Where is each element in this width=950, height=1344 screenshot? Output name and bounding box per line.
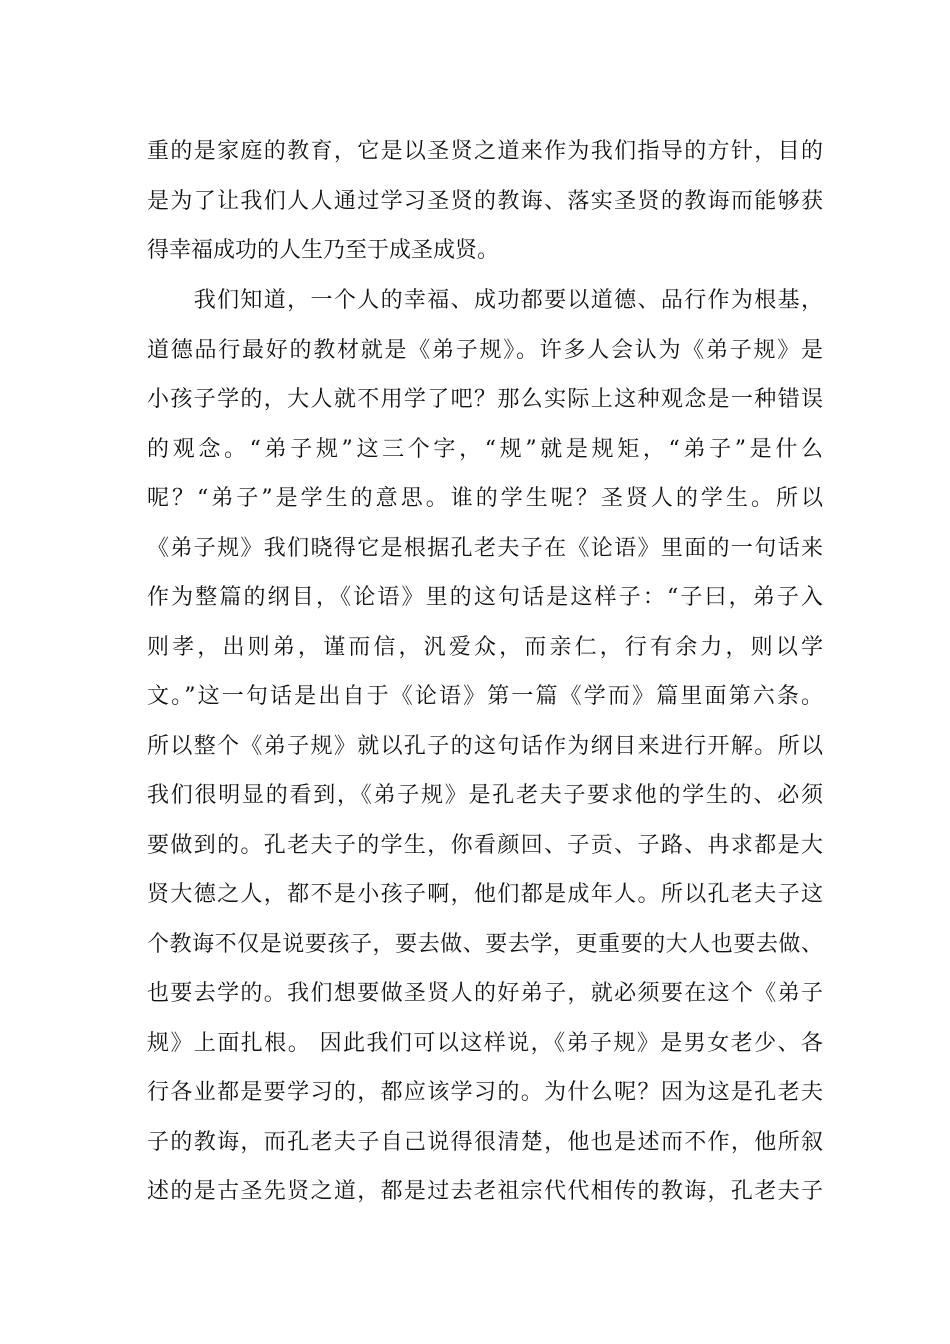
text-line: 呢？“弟子”是学生的意思。谁的学生呢？圣贤人的学生。所以 [147, 486, 823, 511]
text-line: 重的是家庭的教育，它是以圣贤之道来作为我们指导的方针，目的 [147, 139, 823, 164]
text-line: 所以整个《弟子规》就以孔子的这句话作为纲目来进行开解。所以 [147, 733, 823, 759]
text-line: 行各业都是要学习的，都应该学习的。为什么呢？因为这是孔老夫 [147, 1080, 823, 1105]
text-line: 子的教诲，而孔老夫子自己说得很清楚，他也是述而不作，他所叙 [147, 1129, 823, 1155]
text-line: 规》上面扎根。 因此我们可以这样说，《弟子规》是男女老少、各 [147, 1030, 823, 1056]
text-line: 要做到的。孔老夫子的学生，你看颜回、子贡、子路、冉求都是大 [147, 832, 823, 858]
paragraph-1 [147, 127, 823, 276]
text-line: 的观念。“弟子规”这三个字，“规”就是规矩，“弟子”是什么 [147, 436, 823, 462]
text-line: 道德品行最好的教材就是《弟子规》。许多人会认为《弟子规》是 [147, 337, 823, 363]
text-line: 贤大德之人，都不是小孩子啊，他们都是成年人。所以孔老夫子这 [147, 882, 823, 907]
paragraph-2 [147, 276, 823, 1217]
text-line: 作为整篇的纲目，《论语》里的这句话是这样子：“子曰，弟子入 [147, 585, 823, 610]
text-line: 文。”这一句话是出自于《论语》第一篇《学而》篇里面第六条。 [147, 684, 823, 709]
text-line: 小孩子学的，大人就不用学了吧？那么实际上这种观念是一种错误 [147, 387, 823, 412]
text-line: 是为了让我们人人通过学习圣贤的教诲、落实圣贤的教诲而能够获 [147, 188, 823, 214]
text-line: 则孝，出则弟，谨而信，汎爱众，而亲仁，行有余力，则以学 [147, 634, 823, 660]
text-line: 也要去学的。我们想要做圣贤人的好弟子，就必须要在这个《弟子 [147, 981, 823, 1006]
text-line: 述的是古圣先贤之道，都是过去老祖宗代代相传的教诲，孔老夫子 [147, 1179, 823, 1204]
text-line: 我们很明显的看到，《弟子规》是孔老夫子要求他的学生的、必须 [147, 783, 823, 808]
text-line: 个教诲不仅是说要孩子，要去做、要去学，更重要的大人也要去做、 [147, 931, 823, 957]
text-line: 得幸福成功的人生乃至于成圣成贤。 [147, 238, 500, 263]
text-line: 《弟子规》我们晓得它是根据孔老夫子在《论语》里面的一句话来 [147, 535, 823, 561]
text-line: 我们知道，一个人的幸福、成功都要以道德、品行作为根基， [147, 288, 823, 313]
